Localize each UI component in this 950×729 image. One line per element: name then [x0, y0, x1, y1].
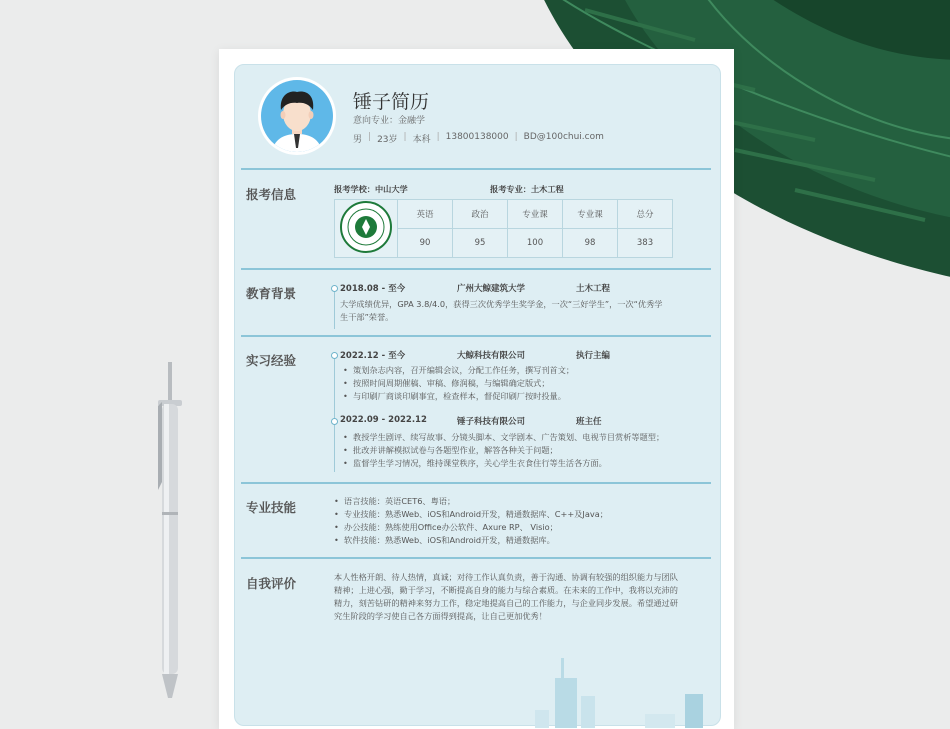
score-cell: 90	[398, 229, 453, 258]
subject-header: 英语	[398, 200, 453, 229]
score-cell: 383	[618, 229, 673, 258]
job-period: 2022.12 - 至今	[340, 351, 406, 361]
section-title-self-eval: 自我评价	[246, 576, 297, 591]
self-eval-text	[334, 571, 678, 623]
timeline-dot	[331, 285, 338, 292]
skills-list	[334, 495, 608, 547]
info-age: 23岁	[377, 135, 398, 145]
resume-paper	[219, 49, 734, 729]
list-item: • 策划杂志内容，召开编辑会议，分配工作任务，撰写刊首文；	[343, 364, 574, 377]
list-item: • 专业技能：熟悉Web、iOS和Android开发，精通数据库、C++及Java；	[334, 508, 608, 521]
score-cell: 95	[453, 229, 508, 258]
score-cell: 98	[563, 229, 618, 258]
edu-school: 广州大鲸建筑大学	[457, 284, 526, 294]
job-company: 大鲸科技有限公司	[457, 351, 526, 361]
score-table	[334, 199, 673, 258]
resume-name: 锤子简历	[353, 91, 430, 113]
timeline-dot	[331, 418, 338, 425]
intent-major: 意向专业：金融学	[353, 116, 426, 126]
job-role: 执行主编	[576, 351, 611, 361]
list-item: • 与印刷厂商谈印刷事宜，检查样本，督促印刷厂按时投量。	[343, 390, 574, 403]
exam-school: 报考学校：中山大学	[334, 184, 408, 194]
timeline-line	[334, 287, 335, 329]
job-role: 班主任	[576, 417, 602, 427]
edu-desc-line: 大学成绩优异，GPA 3.8/4.0，获得三次优秀学生奖学金，一次“三好学生”，一次“优秀学	[340, 299, 663, 309]
edu-desc-line: 生干部”荣誉。	[340, 312, 394, 322]
info-gender: 男	[353, 135, 363, 145]
info-phone: 13800138000	[445, 132, 509, 142]
city-skyline	[535, 658, 715, 728]
self-eval-line: 本人性格开朗、待人热情，真诚；对待工作认真负责，善于沟通、协调有较强的组织能力与团队	[334, 572, 678, 582]
list-item: • 监督学生学习情况，维持课堂秩序，关心学生衣食住行等生活各方面。	[343, 457, 664, 470]
timeline-line	[334, 354, 335, 472]
resume-card	[234, 64, 721, 726]
list-item: • 按照时间周期催稿、审稿、修润稿，与编辑确定版式；	[343, 377, 574, 390]
section-title-skills: 专业技能	[246, 500, 297, 515]
list-item: • 教授学生剧评、续写故事、分镜头脚本、文学剧本、广告策划、电视节目赏析等题型；	[343, 431, 664, 444]
list-item: • 办公技能：熟练使用Office办公软件、Axure RP、 Visio；	[334, 521, 608, 534]
info-degree: 本科	[412, 135, 431, 145]
edu-period: 2018.08 - 至今	[340, 284, 406, 294]
list-item: • 批改并讲解模拟试卷与各题型作业，解答各种关于问题；	[343, 444, 664, 457]
section-divider	[241, 557, 711, 559]
subject-header: 政治	[453, 200, 508, 229]
list-item: • 语言技能：英语CET6、粤语；	[334, 495, 608, 508]
info-email: BD@100chui.com	[523, 132, 604, 142]
subject-header: 总分	[618, 200, 673, 229]
job-period: 2022.09 - 2022.12	[340, 415, 427, 425]
section-divider	[241, 335, 711, 337]
job-company: 锤子科技有限公司	[457, 417, 526, 427]
section-title-exam: 报考信息	[246, 187, 297, 202]
subject-header: 专业课	[563, 200, 618, 229]
section-title-education: 教育背景	[246, 286, 297, 301]
university-logo	[340, 201, 392, 253]
self-eval-line: 究生阶段的学习使自己各方面得到提高，让自己更加优秀！	[334, 611, 547, 621]
section-title-internship: 实习经验	[246, 353, 297, 368]
edu-major: 土木工程	[576, 284, 611, 294]
avatar-icon	[257, 76, 337, 156]
job-duties	[343, 431, 664, 470]
personal-info: 男 | 23岁 | 本科 | 13800138000 | BD@100chui.com	[353, 132, 604, 145]
section-divider	[241, 268, 711, 270]
header-divider	[241, 168, 711, 170]
subject-header: 专业课	[508, 200, 563, 229]
section-divider	[241, 482, 711, 484]
pen-decoration	[150, 362, 190, 702]
exam-major: 报考专业：土木工程	[490, 184, 564, 194]
job-duties	[343, 364, 574, 403]
logo-cell	[335, 200, 398, 258]
list-item: • 软件技能：熟悉Web、iOS和Android开发，精通数据库。	[334, 534, 608, 547]
timeline-dot	[331, 352, 338, 359]
score-cell: 100	[508, 229, 563, 258]
self-eval-line: 精力，刻苦钻研的精神来努力工作，稳定地提高自己的工作能力，与企业同步发展。希望通过研	[334, 598, 678, 608]
self-eval-line: 精神；上进心强，勤于学习，不断提高自身的能力与综合素质。在未来的工作中，我将以充沛的	[334, 585, 678, 595]
